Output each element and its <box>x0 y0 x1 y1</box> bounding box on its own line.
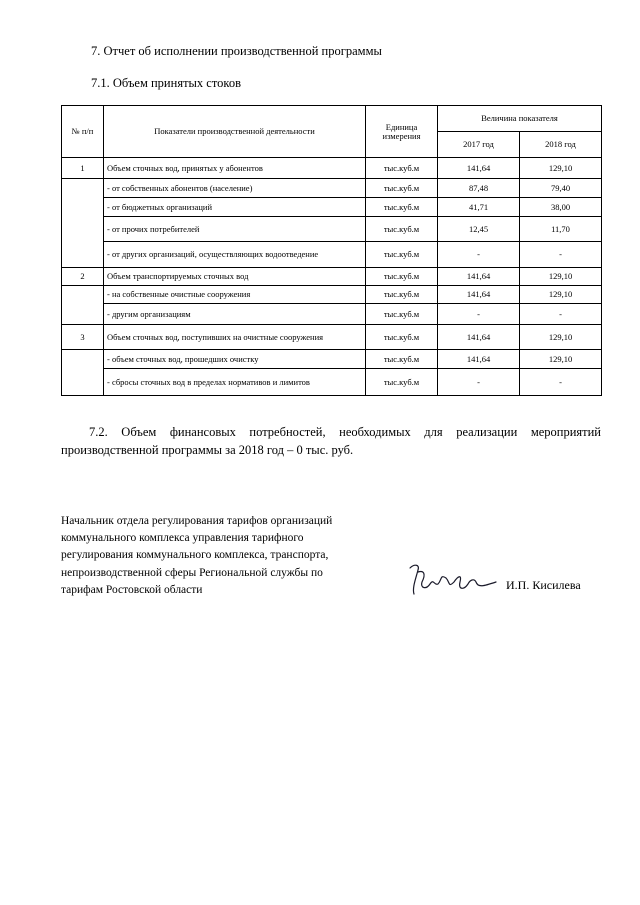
row-value-2018: 79,40 <box>520 179 602 198</box>
signatory-title-line: коммунального комплекса управления тарифного <box>61 532 304 545</box>
row-value-2018: 129,10 <box>520 268 602 286</box>
signatory-title-line: регулирования коммунального комплекса, транспорта, <box>61 549 329 562</box>
col-header-unit: Единица измерения <box>366 106 438 158</box>
row-unit: тыс.куб.м <box>366 286 438 304</box>
row-unit: тыс.куб.м <box>366 268 438 286</box>
report-table <box>61 105 602 396</box>
signatory-title <box>61 513 391 599</box>
row-num <box>62 350 104 396</box>
row-num: 1 <box>62 158 104 179</box>
section-7-heading: 7. Отчет об исполнении производственной программы <box>91 44 382 58</box>
col-header-indicator: Показатели производственной деятельности <box>104 106 366 158</box>
row-value-2018: - <box>520 369 602 396</box>
row-name: Объем транспортируемых сточных вод <box>104 268 366 286</box>
row-value-2017: 87,48 <box>438 179 520 198</box>
signatory-name: И.П. Кисилева <box>506 578 581 592</box>
row-value-2017: 141,64 <box>438 325 520 350</box>
handwritten-signature <box>404 560 500 602</box>
row-name: - от бюджетных организаций <box>104 198 366 217</box>
row-value-2018: - <box>520 242 602 268</box>
row-num: 3 <box>62 325 104 350</box>
row-value-2017: 141,64 <box>438 286 520 304</box>
row-value-2018: 129,10 <box>520 325 602 350</box>
table-row <box>62 369 602 396</box>
section-7-1-heading: 7.1. Объем принятых стоков <box>91 76 241 90</box>
row-unit: тыс.куб.м <box>366 350 438 369</box>
row-name: - другим организациям <box>104 304 366 325</box>
signatory-title-line: тарифам Ростовской области <box>61 583 203 596</box>
table-row <box>62 304 602 325</box>
table-row <box>62 286 602 304</box>
row-value-2017: 12,45 <box>438 217 520 242</box>
row-value-2018: 129,10 <box>520 350 602 369</box>
row-num <box>62 286 104 325</box>
row-num <box>62 179 104 268</box>
table-row <box>62 198 602 217</box>
table-row <box>62 325 602 350</box>
row-value-2017: - <box>438 369 520 396</box>
row-unit: тыс.куб.м <box>366 217 438 242</box>
table-row <box>62 158 602 179</box>
col-header-num: № п/п <box>62 106 104 158</box>
row-value-2017: 41,71 <box>438 198 520 217</box>
row-value-2018: 129,10 <box>520 286 602 304</box>
signatory-title-line: Начальник отдела регулирования тарифов организаций <box>61 515 333 527</box>
table-row <box>62 350 602 369</box>
row-unit: тыс.куб.м <box>366 242 438 268</box>
section-7-2-line-1: 7.2. Объем финансовых потребностей, необходимых для реализации мероприятий <box>89 425 601 439</box>
row-name: - от прочих потребителей <box>104 217 366 242</box>
table-row <box>62 268 602 286</box>
row-unit: тыс.куб.м <box>366 304 438 325</box>
row-value-2017: 141,64 <box>438 350 520 369</box>
table-row <box>62 217 602 242</box>
row-name: - от других организаций, осуществляющих водоотведение <box>104 242 366 268</box>
row-unit: тыс.куб.м <box>366 369 438 396</box>
row-unit: тыс.куб.м <box>366 325 438 350</box>
row-name: - от собственных абонентов (население) <box>104 179 366 198</box>
signatory-title-line: непроизводственной сферы Региональной службы по <box>61 566 323 579</box>
row-value-2017: 141,64 <box>438 158 520 179</box>
row-unit: тыс.куб.м <box>366 198 438 217</box>
row-name: Объем сточных вод, принятых у абонентов <box>104 158 366 179</box>
table-row <box>62 242 602 268</box>
row-name: - сбросы сточных вод в пределах нормативов и лимитов <box>104 369 366 396</box>
row-value-2018: 38,00 <box>520 198 602 217</box>
section-7-2-line-2: производственной программы за 2018 год – 0 тыс. руб. <box>61 443 354 457</box>
row-unit: тыс.куб.м <box>366 158 438 179</box>
row-value-2018: - <box>520 304 602 325</box>
row-value-2018: 129,10 <box>520 158 602 179</box>
col-header-value: Величина показателя <box>438 106 602 132</box>
col-header-year-2017: 2017 год <box>438 132 520 158</box>
row-name: - объем сточных вод, прошедших очистку <box>104 350 366 369</box>
row-value-2017: 141,64 <box>438 268 520 286</box>
row-name: Объем сточных вод, поступивших на очистные сооружения <box>104 325 366 350</box>
table-row <box>62 179 602 198</box>
row-unit: тыс.куб.м <box>366 179 438 198</box>
row-value-2017: - <box>438 242 520 268</box>
col-header-year-2018: 2018 год <box>520 132 602 158</box>
row-value-2018: 11,70 <box>520 217 602 242</box>
row-value-2017: - <box>438 304 520 325</box>
row-num: 2 <box>62 268 104 286</box>
row-name: - на собственные очистные сооружения <box>104 286 366 304</box>
section-7-2-paragraph <box>61 423 601 459</box>
